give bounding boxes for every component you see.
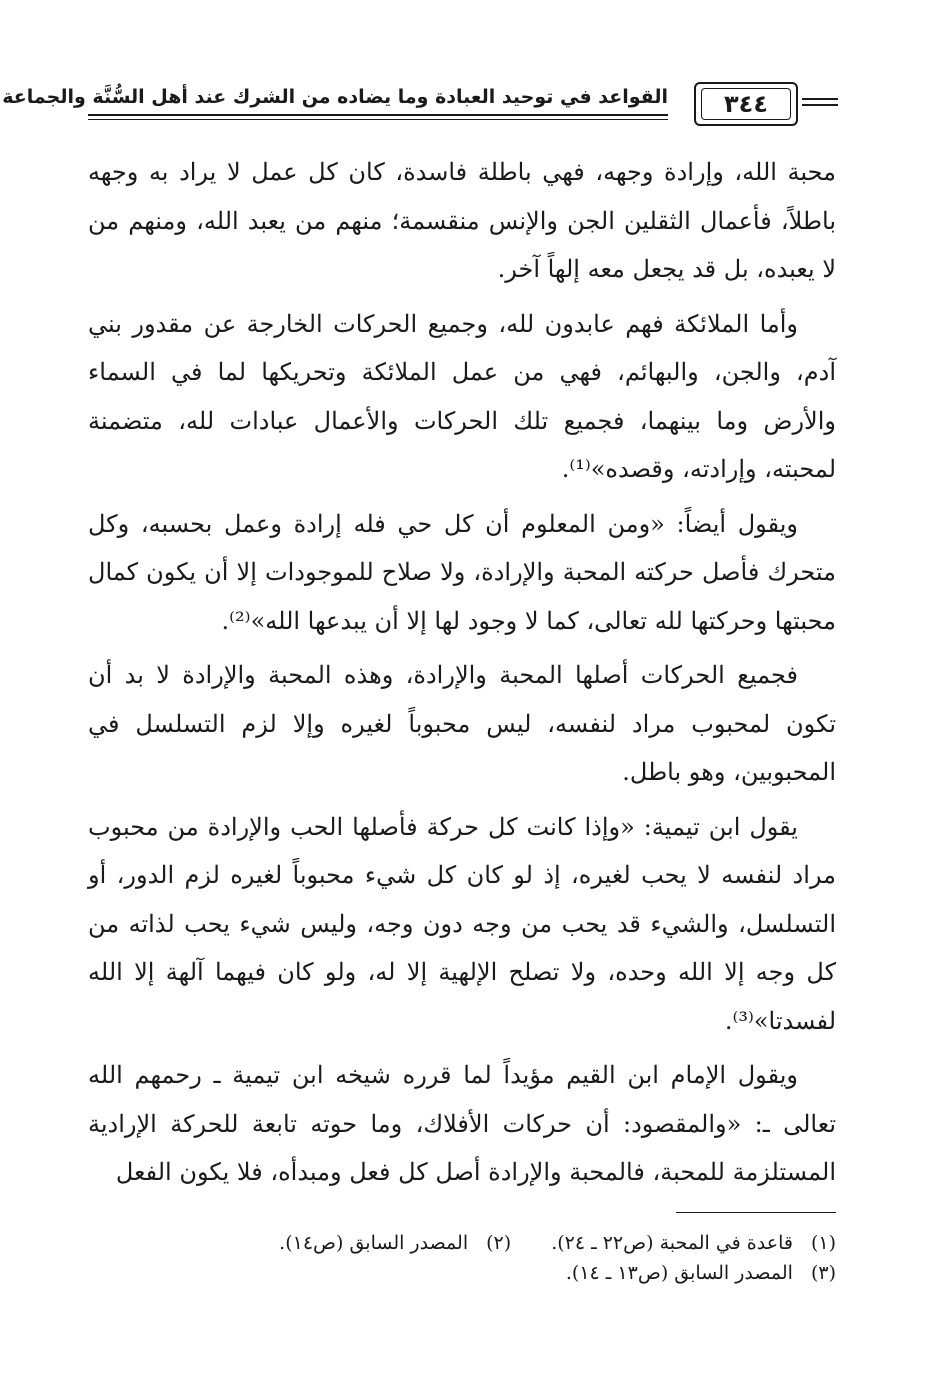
footnote-text: المصدر السابق (ص١٤). [279,1232,469,1254]
footnote-row [88,1258,836,1288]
footnote [551,1228,836,1258]
main-text [88,148,836,1203]
footnote-text: المصدر السابق (ص١٣ ـ ١٤). [565,1262,793,1284]
running-title: القواعد في توحيد العبادة وما يضاده من الشرك عند أهل السُّنَّة والجماعة [2,86,668,108]
paragraph: وأما الملائكة فهم عابدون لله، وجميع الحركات الخارجة عن مقدور بني آدم، والجن، والبهائم، فهي من عمل الملائكة وتحريكها لما في السماء والأرض وما بينهما، فجميع تلك الحركات والأعمال عبادات لله، متضمنة لمحبته، وإرادته، وقصده»⁽¹⁾. [88,309,836,483]
footnote-text: قاعدة في المحبة (ص٢٢ ـ ٢٤). [551,1232,793,1254]
header-rule-thin [88,119,668,120]
paragraph: فجميع الحركات أصلها المحبة والإرادة، وهذه المحبة والإرادة لا بد أن تكون لمحبوب مراد لنفسه، ليس محبوباً لغيره وإلا لزم التسلسل في المحبوبين، وهو باطل. [88,661,836,786]
paragraph: محبة الله، وإرادة وجهه، فهي باطلة فاسدة، كان كل عمل لا يراد به وجهه باطلاً، فأعمال الثقلين الجن والإنس منقسمة؛ منهم من يعبد الله، ومنهم من لا يعبده، بل قد يجعل معه إلهاً آخر. [88,158,836,283]
page-number: ٣٤٤ [701,88,791,120]
footnote-separator [676,1212,836,1213]
footnote-number: (٣) [810,1262,836,1284]
footnotes [88,1228,836,1288]
header-rule [88,114,668,116]
ornament-line [802,98,838,100]
footnote-number: (٢) [486,1232,512,1254]
footnote-row [88,1228,836,1258]
page-header [2,76,838,132]
footnote [279,1228,511,1258]
footnote-number: (١) [810,1232,836,1254]
page-number-frame [694,82,798,126]
ornament-line [802,104,838,106]
paragraph: ويقول أيضاً: «ومن المعلوم أن كل حي فله إرادة وعمل بحسبه، وكل متحرك فأصل حركته المحبة والإرادة، ولا صلاح للموجودات إلا أن يكون كمال محبتها وحركتها لله تعالى، كما لا وجود لها إلا أن يبدعها الله»⁽²⁾. [88,509,836,635]
paragraph: يقول ابن تيمية: «وإذا كانت كل حركة فأصلها الحب والإرادة من محبوب مراد لنفسه لا يحب لغيره، إذ لو كان كل شيء محبوباً لغيره لزم الدور، أو التسلسل، والشيء قد يحب من وجه دون وجه، وليس شيء يحب لذاته من كل وجه إلا الله وحده، ولا تصلح الإلهية إلا له، ولو كان فيهما آلهة إلا الله لفسدتا»⁽³⁾. [88,812,836,1035]
paragraph: ويقول الإمام ابن القيم مؤيداً لما قرره شيخه ابن تيمية ـ رحمهم الله تعالى ـ: «والمقصود: أن حركات الأفلاك، وما حوته تابعة للحركة الإرادية المستلزمة للمحبة، فالمحبة والإرادة أصل كل فعل ومبدأه، فلا يكون الفعل [88,1061,836,1186]
footnote [566,1258,836,1288]
